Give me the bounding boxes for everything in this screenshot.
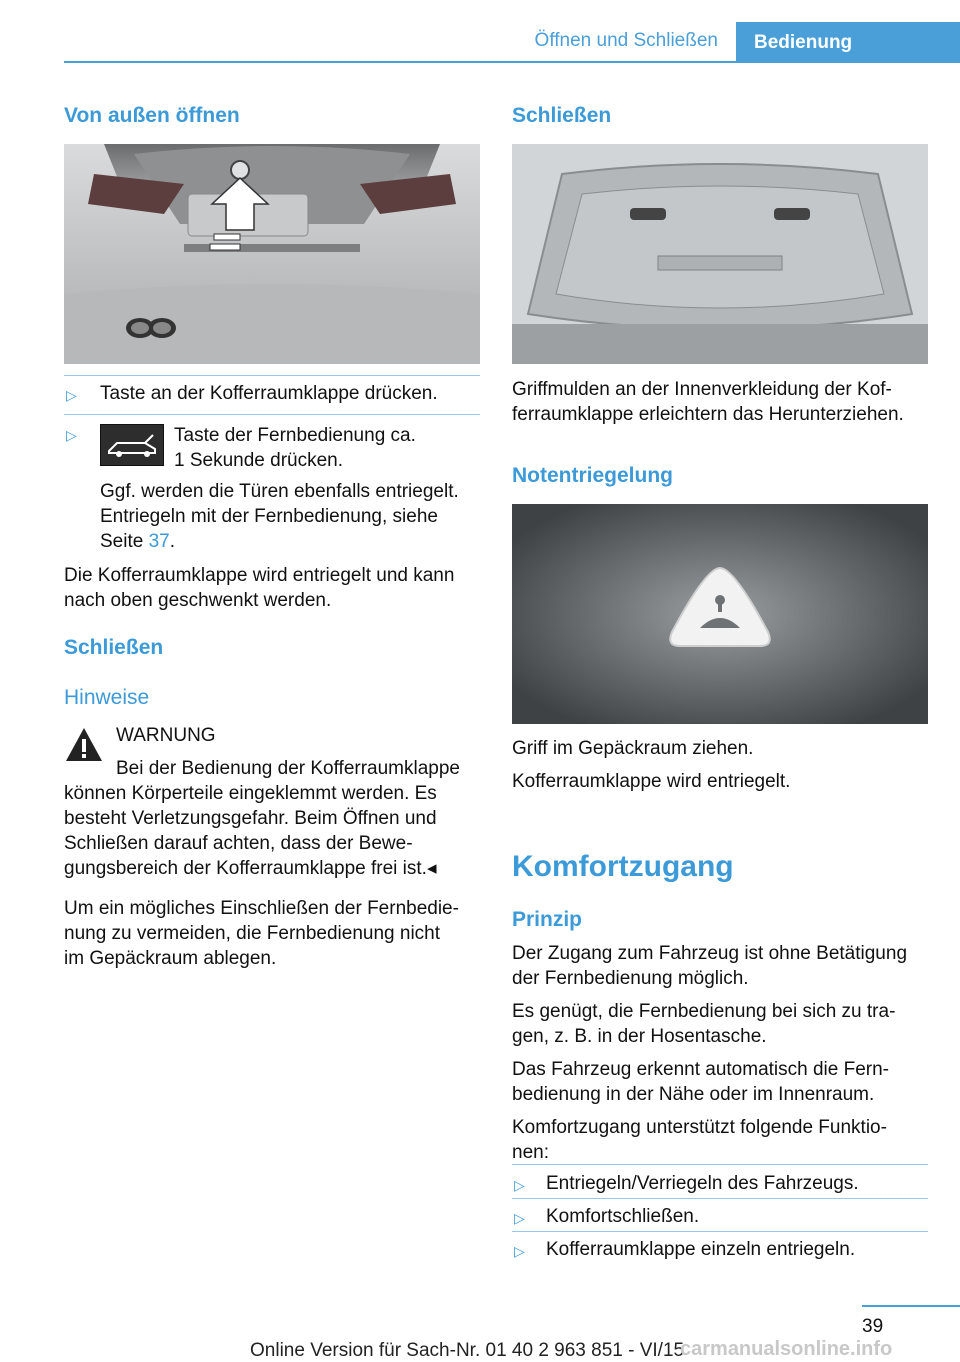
bullet-triangle-icon: ▷ — [66, 387, 77, 403]
heading-close-right: Schließen — [512, 104, 612, 127]
divider — [512, 1164, 928, 1165]
bullet-triangle-icon: ▷ — [66, 427, 77, 443]
trunk-outside-image — [64, 144, 480, 364]
warning-line1: Bei der Bedienung der Kofferraumklappe — [116, 758, 460, 779]
para-unlock-line1: Die Kofferraumklappe wird entriegelt und kann — [64, 565, 455, 586]
heading-emergency-release: Notentriegelung — [512, 464, 673, 487]
bullet-comfort-close: Komfortschließen. — [546, 1206, 700, 1227]
heading-open-outside: Von außen öffnen — [64, 104, 240, 127]
warning-title: WARNUNG — [116, 725, 216, 746]
divider — [64, 414, 480, 415]
heading-hints: Hinweise — [64, 686, 150, 709]
principle-p1-line2: der Fernbedienung möglich. — [512, 968, 749, 989]
bullet-lock-unlock: Entriegeln/Verriegeln des Fahrzeugs. — [546, 1173, 859, 1194]
para-remote-line3: im Gepäckraum ablegen. — [64, 948, 277, 969]
footer-rule — [862, 1305, 960, 1307]
caption-pull-handle: Griff im Gepäckraum ziehen. — [512, 738, 754, 759]
warning-line4: Schließen darauf achten, dass der Bewe- — [64, 833, 413, 854]
watermark: carmanualsonline.info — [680, 1338, 893, 1360]
header-tab: Bedienung — [736, 22, 960, 63]
heading-comfort-access: Komfortzugang — [512, 850, 734, 883]
principle-p3-line1: Das Fahrzeug erkennt automatisch die Fern- — [512, 1059, 890, 1080]
divider — [512, 1231, 928, 1232]
para-remote-line2: nung zu vermeiden, die Fernbedienung nicht — [64, 923, 441, 944]
bullet-press-trunk-button: Taste an der Kofferraumklappe drücken. — [100, 383, 438, 404]
car-rear-illustration — [64, 144, 480, 364]
heading-principle: Prinzip — [512, 908, 583, 931]
para-remote-line1: Um ein mögliches Einschließen der Fernbedie- — [64, 898, 459, 919]
principle-p1-line1: Der Zugang zum Fahrzeug ist ohne Betätigung — [512, 943, 908, 964]
divider — [64, 375, 480, 376]
emergency-release-image — [512, 504, 928, 724]
bullet-remote-line2: 1 Sekunde drücken. — [174, 450, 344, 471]
note-text: Seite — [100, 531, 149, 552]
note-line2: Entriegeln mit der Fernbedienung, siehe — [100, 506, 438, 527]
para-unlock-line2: nach oben geschwenkt werden. — [64, 590, 332, 611]
warning-line3: besteht Verletzungsgefahr. Beim Öffnen und — [64, 808, 437, 829]
warning-line2: können Körperteile eingeklemmt werden. Es — [64, 783, 437, 804]
divider — [512, 1198, 928, 1199]
note-line3 — [100, 529, 175, 554]
bullet-triangle-icon: ▷ — [514, 1177, 525, 1193]
principle-p4-line2: nen: — [512, 1142, 549, 1163]
note-line1: Ggf. werden die Türen ebenfalls entriegelt. — [100, 481, 459, 502]
page-link-37[interactable]: 37 — [148, 531, 170, 552]
note-period: . — [169, 531, 176, 552]
page-number: 39 — [862, 1316, 884, 1337]
trunk-inside-image — [512, 144, 928, 364]
bullet-triangle-icon: ▷ — [514, 1243, 525, 1259]
caption-handle-line1: Griffmulden an der Innenverkleidung der Kof- — [512, 379, 892, 400]
principle-p3-line2: bedienung in der Nähe oder im Innenraum. — [512, 1084, 875, 1105]
warning-line5: gungsbereich der Kofferraumklappe frei ist.◂ — [64, 858, 437, 879]
warning-icon — [64, 726, 104, 764]
header-rule — [64, 61, 960, 63]
principle-p2-line1: Es genügt, die Fernbedienung bei sich zu tra- — [512, 1001, 896, 1022]
bullet-trunk-unlock: Kofferraumklappe einzeln entriegeln. — [546, 1239, 856, 1260]
principle-p4-line1: Komfortzugang unterstützt folgende Funktio- — [512, 1117, 887, 1138]
emergency-handle-illustration — [512, 504, 928, 724]
bullet-remote-line1: Taste der Fernbedienung ca. — [174, 425, 416, 446]
heading-close: Schließen — [64, 636, 164, 659]
caption-handle-line2: ferraumklappe erleichtern das Herunterziehen. — [512, 404, 904, 425]
principle-p2-line2: gen, z. B. in der Hosentasche. — [512, 1026, 767, 1047]
remote-trunk-button-icon — [100, 424, 164, 466]
caption-trunk-unlocked: Kofferraumklappe wird entriegelt. — [512, 771, 791, 792]
header-section-title: Öffnen und Schließen — [534, 30, 718, 51]
footer-online-version: Online Version für Sach-Nr. 01 40 2 963 851 - VI/15 — [250, 1340, 685, 1361]
trunk-lid-inner-illustration — [512, 144, 928, 364]
bullet-triangle-icon: ▷ — [514, 1210, 525, 1226]
